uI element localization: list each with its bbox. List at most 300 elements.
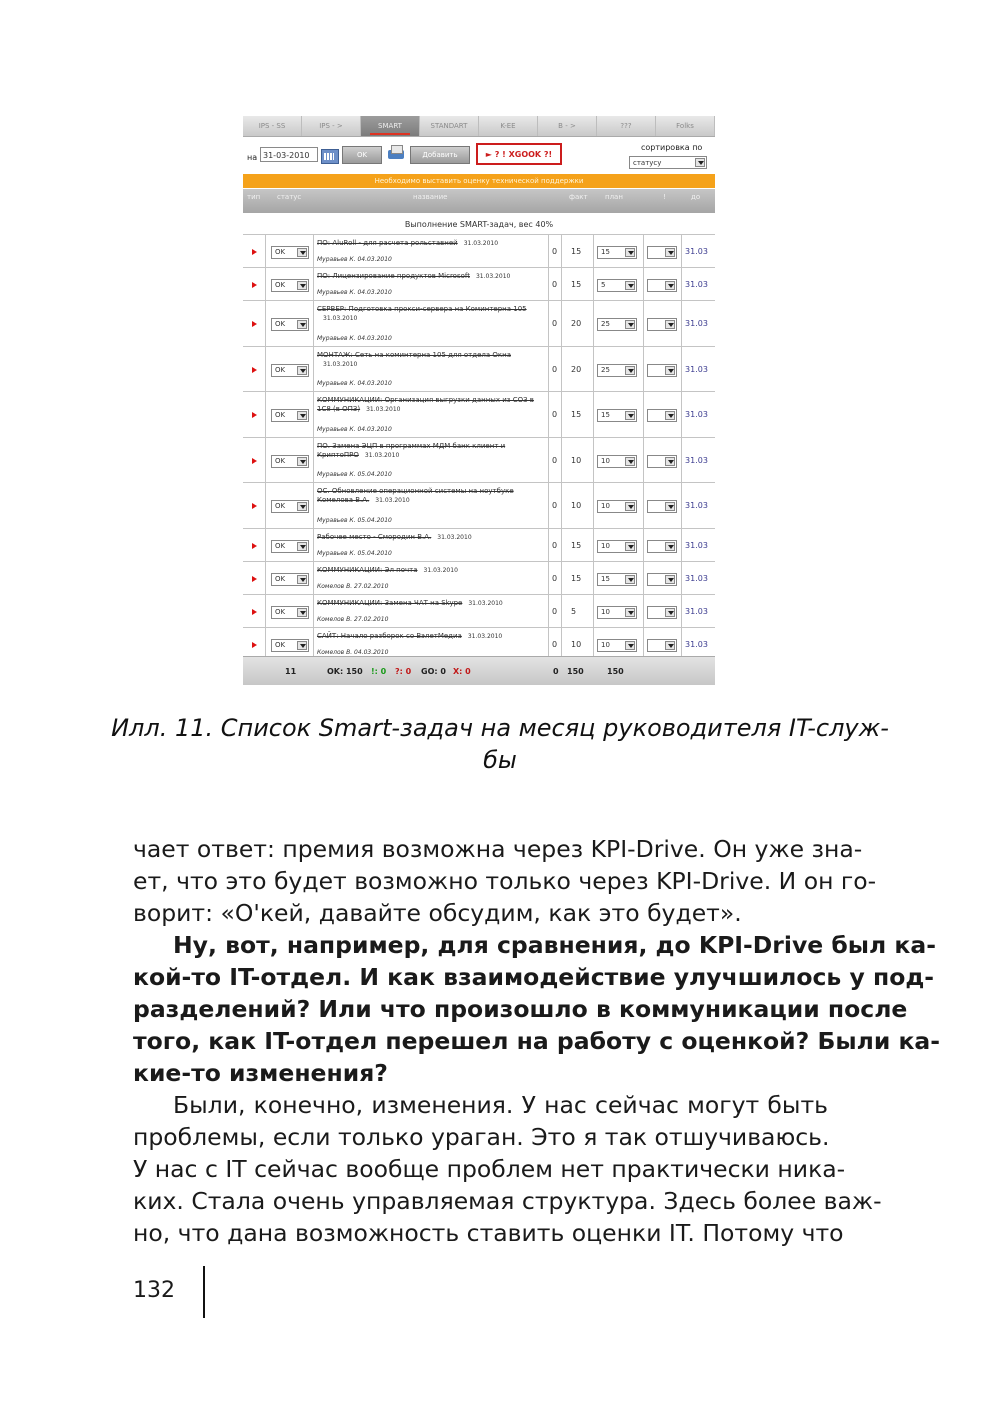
column-divider — [265, 438, 266, 483]
column-divider — [593, 347, 594, 392]
task-date: 31.03.2010 — [323, 361, 358, 368]
task-title[interactable] — [317, 566, 543, 575]
plan-value: 10 — [601, 542, 610, 550]
flag-icon[interactable] — [252, 576, 257, 582]
module-tabs — [243, 116, 715, 137]
cell-fact: 15 — [571, 247, 582, 256]
cell-fact: 20 — [571, 365, 582, 374]
chevron-down-icon — [625, 366, 635, 375]
plan-select[interactable] — [597, 455, 637, 468]
task-title[interactable] — [317, 272, 543, 281]
table-row[interactable] — [243, 482, 715, 529]
column-divider — [313, 268, 314, 301]
table-row[interactable] — [243, 346, 715, 392]
table-row[interactable] — [243, 391, 715, 438]
col-excl[interactable]: ! — [663, 193, 666, 201]
column-divider — [593, 529, 594, 562]
plan-select[interactable] — [597, 639, 637, 652]
priority-select[interactable] — [647, 409, 677, 422]
chevron-down-icon — [625, 248, 635, 257]
table-row[interactable] — [243, 528, 715, 562]
task-owner: Муравьев К. 04.03.2010 — [317, 289, 392, 296]
column-divider — [313, 529, 314, 562]
chevron-down-icon — [665, 366, 675, 375]
table-row[interactable] — [243, 267, 715, 301]
toolbar — [243, 138, 715, 172]
priority-select[interactable] — [647, 500, 677, 513]
text-line: Ну, вот, например, для сравнения, до KPI-Drive был ка- — [173, 931, 936, 959]
cell-zero: 0 — [552, 501, 558, 510]
column-divider — [593, 392, 594, 438]
col-until[interactable]: до — [691, 193, 701, 201]
plan-value: 10 — [601, 502, 610, 510]
flag-icon[interactable] — [252, 609, 257, 615]
table-row[interactable] — [243, 561, 715, 595]
task-title[interactable] — [317, 533, 543, 542]
column-divider — [681, 529, 682, 562]
chevron-down-icon — [625, 608, 635, 617]
cell-fact: 5 — [571, 607, 577, 616]
status-select[interactable] — [271, 364, 309, 377]
plan-value: 25 — [601, 366, 610, 374]
cell-fact: 10 — [571, 501, 582, 510]
plan-select[interactable] — [597, 409, 637, 422]
status-select[interactable] — [271, 500, 309, 513]
task-title-text: КОММУНИКАЦИИ: Эл почта — [317, 566, 418, 574]
column-divider — [643, 268, 644, 301]
totals-row — [243, 656, 715, 685]
task-owner: Комелов В. 27.02.2010 — [317, 616, 389, 623]
column-divider — [561, 438, 562, 483]
chevron-down-icon — [625, 281, 635, 290]
column-divider — [548, 562, 549, 595]
status-select[interactable] — [271, 573, 309, 586]
task-date: 31.03.2010 — [323, 315, 358, 322]
column-divider — [561, 268, 562, 301]
plan-select[interactable] — [597, 500, 637, 513]
plan-select[interactable] — [597, 246, 637, 259]
cell-zero: 0 — [552, 365, 558, 374]
column-divider — [643, 301, 644, 347]
cell-until: 31.03 — [685, 607, 708, 616]
column-divider — [561, 347, 562, 392]
status-value: OK — [275, 248, 286, 256]
column-divider — [548, 392, 549, 438]
task-title[interactable] — [317, 305, 543, 323]
rating-banner[interactable]: Необходимо выставить оценку технической поддержки — [243, 174, 715, 188]
status-value: OK — [275, 608, 286, 616]
column-divider — [643, 529, 644, 562]
status-value: OK — [275, 366, 286, 374]
task-date: 31.03.2010 — [375, 497, 410, 504]
page-number-divider — [203, 1266, 205, 1318]
tab-kee[interactable]: K-EE — [479, 116, 538, 136]
priority-select[interactable] — [647, 455, 677, 468]
task-title[interactable] — [317, 351, 543, 369]
text-line: У нас с IT сейчас вообще проблем нет практически ника- — [133, 1155, 846, 1183]
col-status[interactable]: статус — [277, 193, 302, 201]
tab-b[interactable]: B - > — [538, 116, 597, 136]
status-select[interactable] — [271, 318, 309, 331]
column-divider — [548, 235, 549, 268]
totals-fact: 150 — [567, 667, 584, 676]
cell-until: 31.03 — [685, 247, 708, 256]
column-divider — [313, 562, 314, 595]
text-line: ет, что это будет возможно только через KPI-Drive. И он го- — [133, 867, 877, 895]
column-divider — [265, 529, 266, 562]
text-line: но, что дана возможность ставить оценки IT. Потому что — [133, 1219, 844, 1247]
totals-count: 11 — [285, 667, 297, 676]
column-divider — [313, 595, 314, 628]
plan-select[interactable] — [597, 540, 637, 553]
column-divider — [593, 562, 594, 595]
cell-zero: 0 — [552, 640, 558, 649]
task-title-text: Рабочее место - Смородин В.А. — [317, 533, 432, 541]
task-title[interactable] — [317, 442, 543, 460]
column-divider — [681, 562, 682, 595]
column-divider — [681, 301, 682, 347]
plan-value: 5 — [601, 281, 606, 289]
plan-select[interactable] — [597, 318, 637, 331]
table-header — [243, 189, 715, 213]
column-divider — [681, 235, 682, 268]
status-value: OK — [275, 457, 286, 465]
table-row[interactable] — [243, 437, 715, 483]
cell-fact: 15 — [571, 574, 582, 583]
totals-ok: OK: 150 — [327, 667, 363, 676]
task-owner: Муравьев К. 04.03.2010 — [317, 380, 392, 387]
task-title[interactable] — [317, 632, 543, 641]
task-title-text: ПО: AluRoll - для расчета рольставней — [317, 239, 458, 247]
cell-zero: 0 — [552, 541, 558, 550]
status-value: OK — [275, 281, 286, 289]
task-title-text: КОММУНИКАЦИИ: Замена ЧАТ на Skype — [317, 599, 463, 607]
chevron-down-icon — [665, 281, 675, 290]
status-select[interactable] — [271, 279, 309, 292]
tab-smart[interactable]: SMART — [361, 116, 420, 136]
plan-select[interactable] — [597, 364, 637, 377]
chevron-down-icon — [625, 320, 635, 329]
column-divider — [593, 438, 594, 483]
column-divider — [681, 483, 682, 529]
column-divider — [681, 392, 682, 438]
cell-fact: 10 — [571, 456, 582, 465]
task-title[interactable] — [317, 396, 543, 414]
plan-value: 15 — [601, 411, 610, 419]
chevron-down-icon — [695, 158, 705, 167]
chevron-down-icon — [665, 248, 675, 257]
cell-until: 31.03 — [685, 319, 708, 328]
column-divider — [681, 347, 682, 392]
cell-fact: 15 — [571, 280, 582, 289]
column-divider — [265, 268, 266, 301]
status-select[interactable] — [271, 639, 309, 652]
task-date: 31.03.2010 — [364, 452, 400, 459]
column-divider — [265, 595, 266, 628]
sort-value: статусу — [633, 159, 662, 167]
text-line: кие-то изменения? — [133, 1059, 388, 1087]
text-line: ких. Стала очень управляемая структура. Здесь более важ- — [133, 1187, 882, 1215]
column-divider — [681, 438, 682, 483]
chevron-down-icon — [297, 411, 307, 420]
column-divider — [643, 438, 644, 483]
status-value: OK — [275, 575, 286, 583]
tab-standart[interactable]: STANDART — [420, 116, 479, 136]
tab-folks[interactable]: Folks — [656, 116, 715, 136]
column-divider — [313, 301, 314, 347]
chevron-down-icon — [665, 457, 675, 466]
flag-icon[interactable] — [252, 282, 257, 288]
totals-plan: 150 — [607, 667, 624, 676]
status-select[interactable] — [271, 409, 309, 422]
status-select[interactable] — [271, 540, 309, 553]
totals-go: GO: 0 — [421, 667, 446, 676]
task-owner: Муравьев К. 04.03.2010 — [317, 256, 392, 263]
priority-select[interactable] — [647, 246, 677, 259]
figure-caption — [100, 712, 900, 776]
task-title-text: САЙТ: Начало разборок со ВэлетМедиа — [317, 632, 462, 640]
column-divider — [265, 235, 266, 268]
smart-tasks-screenshot — [243, 116, 715, 686]
cell-until: 31.03 — [685, 456, 708, 465]
column-divider — [643, 347, 644, 392]
flag-icon[interactable] — [252, 642, 257, 648]
plan-value: 15 — [601, 248, 610, 256]
paragraph-2-question — [133, 929, 941, 1089]
task-date: 31.03.2010 — [437, 534, 472, 541]
caption-line: Илл. 11. Список Smart-задач на месяц руководителя IT-служ- — [111, 714, 889, 742]
status-value: OK — [275, 542, 286, 550]
add-button[interactable]: Добавить — [410, 146, 470, 164]
cell-fact: 10 — [571, 640, 582, 649]
text-line: того, как IT-отдел перешел на работу с оценкой? Были ка- — [133, 1027, 941, 1055]
column-divider — [561, 562, 562, 595]
status-select[interactable] — [271, 455, 309, 468]
ok-button[interactable]: OK — [342, 146, 382, 164]
table-row[interactable] — [243, 594, 715, 628]
totals-zero: 0 — [553, 667, 559, 676]
task-title-text: ПО: Лицензирование продуктов Microsoft — [317, 272, 470, 280]
text-line: чает ответ: премия возможна через KPI-Drive. Он уже зна- — [133, 835, 863, 863]
cell-until: 31.03 — [685, 365, 708, 374]
column-divider — [561, 483, 562, 529]
task-owner: Муравьев К. 05.04.2010 — [317, 550, 392, 557]
cell-zero: 0 — [552, 456, 558, 465]
column-divider — [643, 562, 644, 595]
tab-ips-ss[interactable]: IPS - SS — [243, 116, 302, 136]
chevron-down-icon — [625, 502, 635, 511]
cell-fact: 15 — [571, 541, 582, 550]
column-divider — [313, 392, 314, 438]
table-row[interactable] — [243, 300, 715, 347]
chevron-down-icon — [665, 320, 675, 329]
column-divider — [561, 235, 562, 268]
section-title: Выполнение SMART-задач, вес 40% — [404, 220, 554, 229]
task-owner: Комелов В. 27.02.2010 — [317, 583, 389, 590]
date-input[interactable]: 31-03-2010 — [260, 147, 318, 162]
task-date: 31.03.2010 — [468, 600, 503, 607]
chevron-down-icon — [665, 411, 675, 420]
column-divider — [681, 595, 682, 628]
task-date: 31.03.2010 — [475, 273, 511, 280]
task-date: 31.03.2010 — [463, 240, 499, 247]
cell-zero: 0 — [552, 574, 558, 583]
status-value: OK — [275, 641, 286, 649]
tab-unknown[interactable]: ??? — [597, 116, 656, 136]
col-name[interactable]: название — [413, 193, 448, 201]
plan-select[interactable] — [597, 573, 637, 586]
chevron-down-icon — [665, 542, 675, 551]
cell-until: 31.03 — [685, 541, 708, 550]
text-line: разделений? Или что произошло в коммуникации после — [133, 995, 908, 1023]
priority-select[interactable] — [647, 318, 677, 331]
task-title[interactable] — [317, 239, 543, 248]
calendar-icon[interactable] — [321, 149, 339, 164]
plan-select[interactable] — [597, 606, 637, 619]
chevron-down-icon — [625, 542, 635, 551]
paragraph-1 — [133, 833, 877, 929]
column-divider — [593, 483, 594, 529]
task-date: 31.03.2010 — [467, 633, 503, 640]
text-line: Были, конечно, изменения. У нас сейчас могут быть — [173, 1091, 828, 1119]
column-divider — [681, 268, 682, 301]
cell-until: 31.03 — [685, 640, 708, 649]
cell-zero: 0 — [552, 280, 558, 289]
status-select[interactable] — [271, 606, 309, 619]
sort-select[interactable] — [629, 156, 707, 169]
status-value: OK — [275, 502, 286, 510]
date-prefix: на — [247, 153, 258, 162]
column-divider — [265, 562, 266, 595]
column-divider — [313, 438, 314, 483]
task-title-text: СЕРВЕР: Подготовка прокси-сервера на Коминтерна 105 — [317, 305, 527, 313]
column-divider — [548, 438, 549, 483]
column-divider — [643, 595, 644, 628]
priority-select[interactable] — [647, 279, 677, 292]
printer-icon[interactable] — [386, 143, 406, 163]
cell-until: 31.03 — [685, 280, 708, 289]
task-title-text: ОС. Обновление операционной системы на ноутбуке Комелова В.А. — [317, 487, 514, 504]
column-divider — [643, 392, 644, 438]
text-line: проблемы, если только ураган. Это я так отшучиваюсь. — [133, 1123, 830, 1151]
cell-fact: 20 — [571, 319, 582, 328]
priority-select[interactable] — [647, 573, 677, 586]
cell-zero: 0 — [552, 410, 558, 419]
chevron-down-icon — [665, 502, 675, 511]
xgook-button[interactable]: ► ? ! XGOOK ?! — [476, 143, 562, 165]
task-owner: Муравьев К. 04.03.2010 — [317, 335, 392, 342]
task-title-text: МОНТАЖ: Сеть на коминтерна 105 для отдела Окна — [317, 351, 511, 359]
page-number: 132 — [133, 1278, 175, 1303]
cell-zero: 0 — [552, 607, 558, 616]
tab-ips[interactable]: IPS - > — [302, 116, 361, 136]
chevron-down-icon — [297, 542, 307, 551]
column-divider — [548, 483, 549, 529]
chevron-down-icon — [297, 502, 307, 511]
column-divider — [593, 235, 594, 268]
plan-value: 15 — [601, 575, 610, 583]
chevron-down-icon — [297, 641, 307, 650]
flag-icon[interactable] — [252, 458, 257, 464]
col-type[interactable]: тип — [247, 193, 261, 201]
task-title[interactable] — [317, 599, 543, 608]
priority-select[interactable] — [647, 364, 677, 377]
task-title-text: ПО. Замена ЭЦП в программах МДМ банк клиент и КриптоПРО — [317, 442, 506, 459]
chevron-down-icon — [297, 248, 307, 257]
task-owner: Муравьев К. 04.03.2010 — [317, 426, 392, 433]
flag-icon[interactable] — [252, 543, 257, 549]
task-title-text: КОММУНИКАЦИИ: Организация выгрузки данных из СОЗ в 1С8 (в ОПЗ) — [317, 396, 534, 413]
flag-icon[interactable] — [252, 249, 257, 255]
status-select[interactable] — [271, 246, 309, 259]
chevron-down-icon — [297, 366, 307, 375]
priority-select[interactable] — [647, 540, 677, 553]
chevron-down-icon — [625, 411, 635, 420]
col-plan[interactable]: план — [605, 193, 623, 201]
plan-value: 25 — [601, 320, 610, 328]
priority-select[interactable] — [647, 639, 677, 652]
flag-icon[interactable] — [252, 503, 257, 509]
column-divider — [643, 483, 644, 529]
column-divider — [313, 347, 314, 392]
table-row[interactable] — [243, 234, 715, 268]
chevron-down-icon — [625, 575, 635, 584]
column-divider — [548, 595, 549, 628]
flag-icon[interactable] — [252, 321, 257, 327]
task-owner: Муравьев К. 05.04.2010 — [317, 517, 392, 524]
cell-fact: 15 — [571, 410, 582, 419]
chevron-down-icon — [625, 457, 635, 466]
column-divider — [265, 483, 266, 529]
column-divider — [548, 529, 549, 562]
flag-icon[interactable] — [252, 412, 257, 418]
chevron-down-icon — [297, 575, 307, 584]
column-divider — [548, 301, 549, 347]
plan-select[interactable] — [597, 279, 637, 292]
paragraph-3 — [133, 1089, 882, 1249]
cell-until: 31.03 — [685, 410, 708, 419]
column-divider — [265, 392, 266, 438]
chevron-down-icon — [665, 608, 675, 617]
plan-value: 10 — [601, 608, 610, 616]
totals-excl: !: 0 — [371, 667, 387, 676]
task-owner: Муравьев К. 05.04.2010 — [317, 471, 392, 478]
text-line: ворит: «О'кей, давайте обсудим, как это будет». — [133, 899, 742, 927]
priority-select[interactable] — [647, 606, 677, 619]
column-divider — [265, 347, 266, 392]
column-divider — [593, 268, 594, 301]
sort-label: сортировка по — [641, 143, 703, 152]
column-divider — [561, 595, 562, 628]
col-fact[interactable]: факт — [569, 193, 588, 201]
task-date: 31.03.2010 — [423, 567, 458, 574]
plan-value: 10 — [601, 641, 610, 649]
cell-zero: 0 — [552, 319, 558, 328]
column-divider — [593, 595, 594, 628]
totals-x: X: 0 — [453, 667, 471, 676]
column-divider — [561, 392, 562, 438]
column-divider — [548, 347, 549, 392]
chevron-down-icon — [665, 641, 675, 650]
chevron-down-icon — [297, 457, 307, 466]
task-owner: Комелов В. 04.03.2010 — [317, 649, 389, 656]
text-line: кой-то IT-отдел. И как взаимодействие улучшилось у под- — [133, 963, 935, 991]
chevron-down-icon — [297, 608, 307, 617]
flag-icon[interactable] — [252, 367, 257, 373]
chevron-down-icon — [297, 320, 307, 329]
task-title[interactable] — [317, 487, 543, 505]
cell-zero: 0 — [552, 247, 558, 256]
